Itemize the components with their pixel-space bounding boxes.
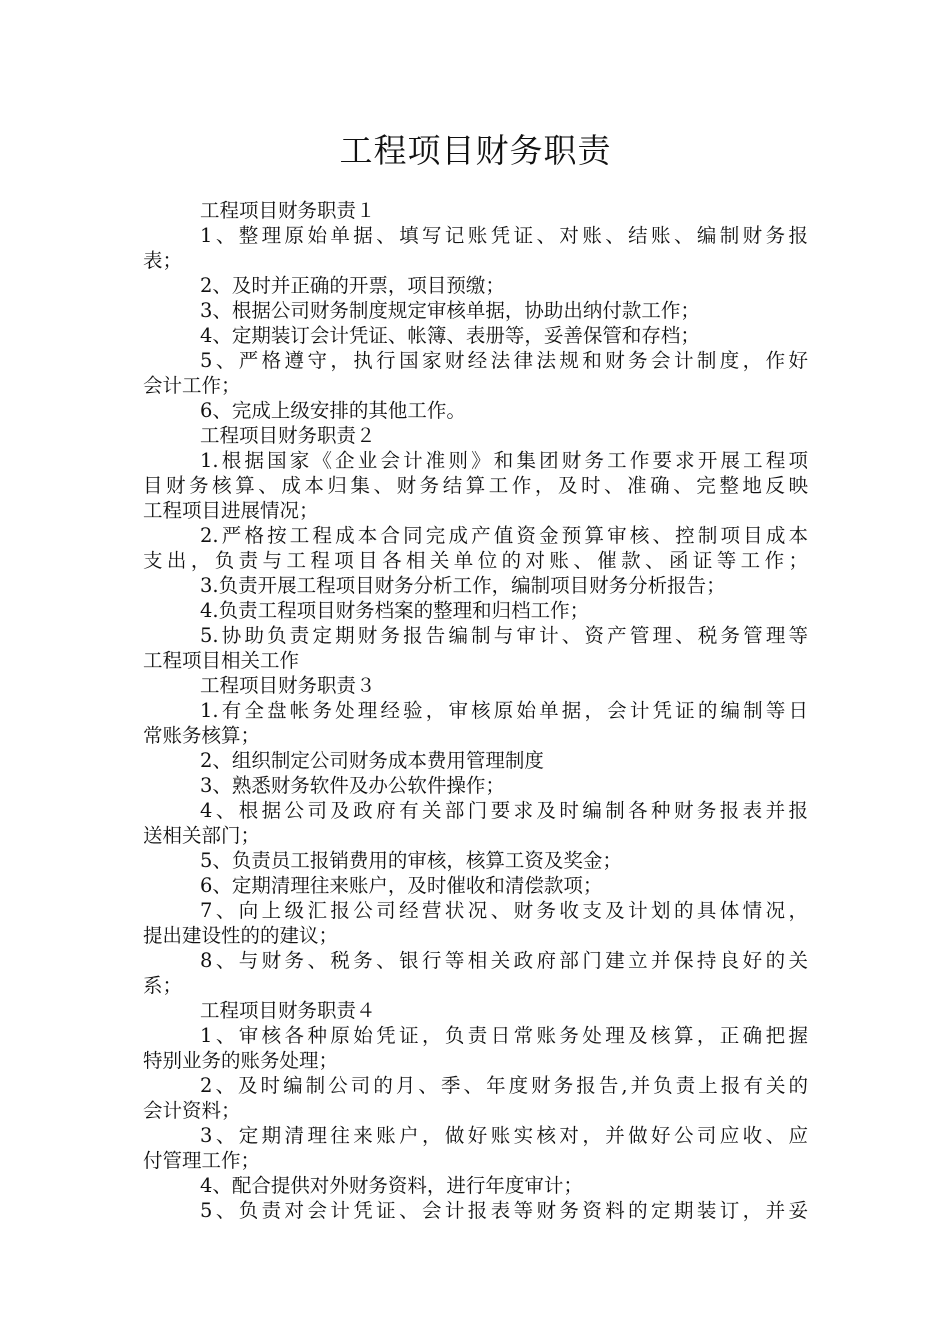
list-item-line: 1、整理原始单据、填写记账凭证、对账、结账、编制财务报: [200, 224, 808, 247]
section-heading: 工程项目财务职责４: [200, 999, 376, 1022]
continuation-line: 常账务核算；: [143, 724, 261, 747]
continuation-line: 会计工作；: [143, 374, 241, 397]
list-item-line: 4、定期装订会计凭证、帐簿、表册等，妥善保管和存档；: [200, 324, 700, 347]
list-item-line: 4.负责工程项目财务档案的整理和归档工作；: [200, 599, 590, 622]
section-heading: 工程项目财务职责２: [200, 424, 376, 447]
list-item-line: 1.有全盘帐务处理经验，审核原始单据，会计凭证的编制等日: [200, 699, 808, 722]
document-page: [143, 0, 808, 1223]
list-item-line: 2.严格按工程成本合同完成产值资金预算审核、控制项目成本: [200, 524, 808, 547]
list-item-line: 3、熟悉财务软件及办公软件操作；: [200, 774, 505, 797]
section-heading: 工程项目财务职责１: [200, 199, 376, 222]
list-item-line: 5、负责员工报销费用的审核，核算工资及奖金；: [200, 849, 622, 872]
list-item-line: 6、完成上级安排的其他工作。: [200, 399, 466, 422]
continuation-line: 特别业务的账务处理；: [143, 1049, 339, 1072]
list-item-line: 4、配合提供对外财务资料，进行年度审计；: [200, 1174, 583, 1197]
continuation-line: 送相关部门；: [143, 824, 261, 847]
continuation-line: 系；: [143, 974, 183, 997]
continuation-line: 工程项目进展情况；: [143, 499, 319, 522]
list-item-line: 2、组织制定公司财务成本费用管理制度: [200, 749, 544, 772]
list-item-line: 5.协助负责定期财务报告编制与审计、资产管理、税务管理等: [200, 624, 808, 647]
continuation-line: 工程项目相关工作: [143, 649, 300, 672]
list-item-line: 3、定期清理往来账户，做好账实核对，并做好公司应收、应: [200, 1124, 808, 1147]
list-item-line: 1、审核各种原始凭证，负责日常账务处理及核算，正确把握: [200, 1024, 808, 1047]
continuation-line: 会计资料；: [143, 1099, 241, 1122]
continuation-line: 提出建设性的的建议；: [143, 924, 339, 947]
list-item-line: 7、向上级汇报公司经营状况、财务收支及计划的具体情况，: [200, 899, 808, 922]
document-body: [143, 198, 808, 1223]
continuation-line: 目财务核算、成本归集、财务结算工作，及时、准确、完整地反映: [143, 474, 808, 497]
section-heading: 工程项目财务职责３: [200, 674, 376, 697]
list-item-line: 6、定期清理往来账户，及时催收和清偿款项；: [200, 874, 603, 897]
list-item-line: 3、根据公司财务制度规定审核单据，协助出纳付款工作；: [200, 299, 700, 322]
list-item-line: 2、及时并正确的开票，项目预缴；: [200, 274, 505, 297]
continuation-line: 表；: [143, 249, 183, 272]
continuation-line: 支出，负责与工程项目各相关单位的对账、催款、函证等工作；: [143, 549, 808, 572]
list-item-line: 5、负责对会计凭证、会计报表等财务资料的定期装订，并妥: [200, 1199, 808, 1222]
list-item-line: 5、严格遵守，执行国家财经法律法规和财务会计制度，作好: [200, 349, 808, 372]
continuation-line: 付管理工作；: [143, 1149, 261, 1172]
list-item-line: 2、及时编制公司的月、季、年度财务报告,并负责上报有关的: [200, 1074, 808, 1097]
list-item-line: 8、与财务、税务、银行等相关政府部门建立并保持良好的关: [200, 949, 808, 972]
list-item-line: 3.负责开展工程项目财务分析工作，编制项目财务分析报告；: [200, 574, 726, 597]
list-item-line: 1.根据国家《企业会计准则》和集团财务工作要求开展工程项: [200, 449, 808, 472]
list-item-line: 4、根据公司及政府有关部门要求及时编制各种财务报表并报: [200, 799, 808, 822]
document-title: 工程项目财务职责: [339, 131, 612, 170]
